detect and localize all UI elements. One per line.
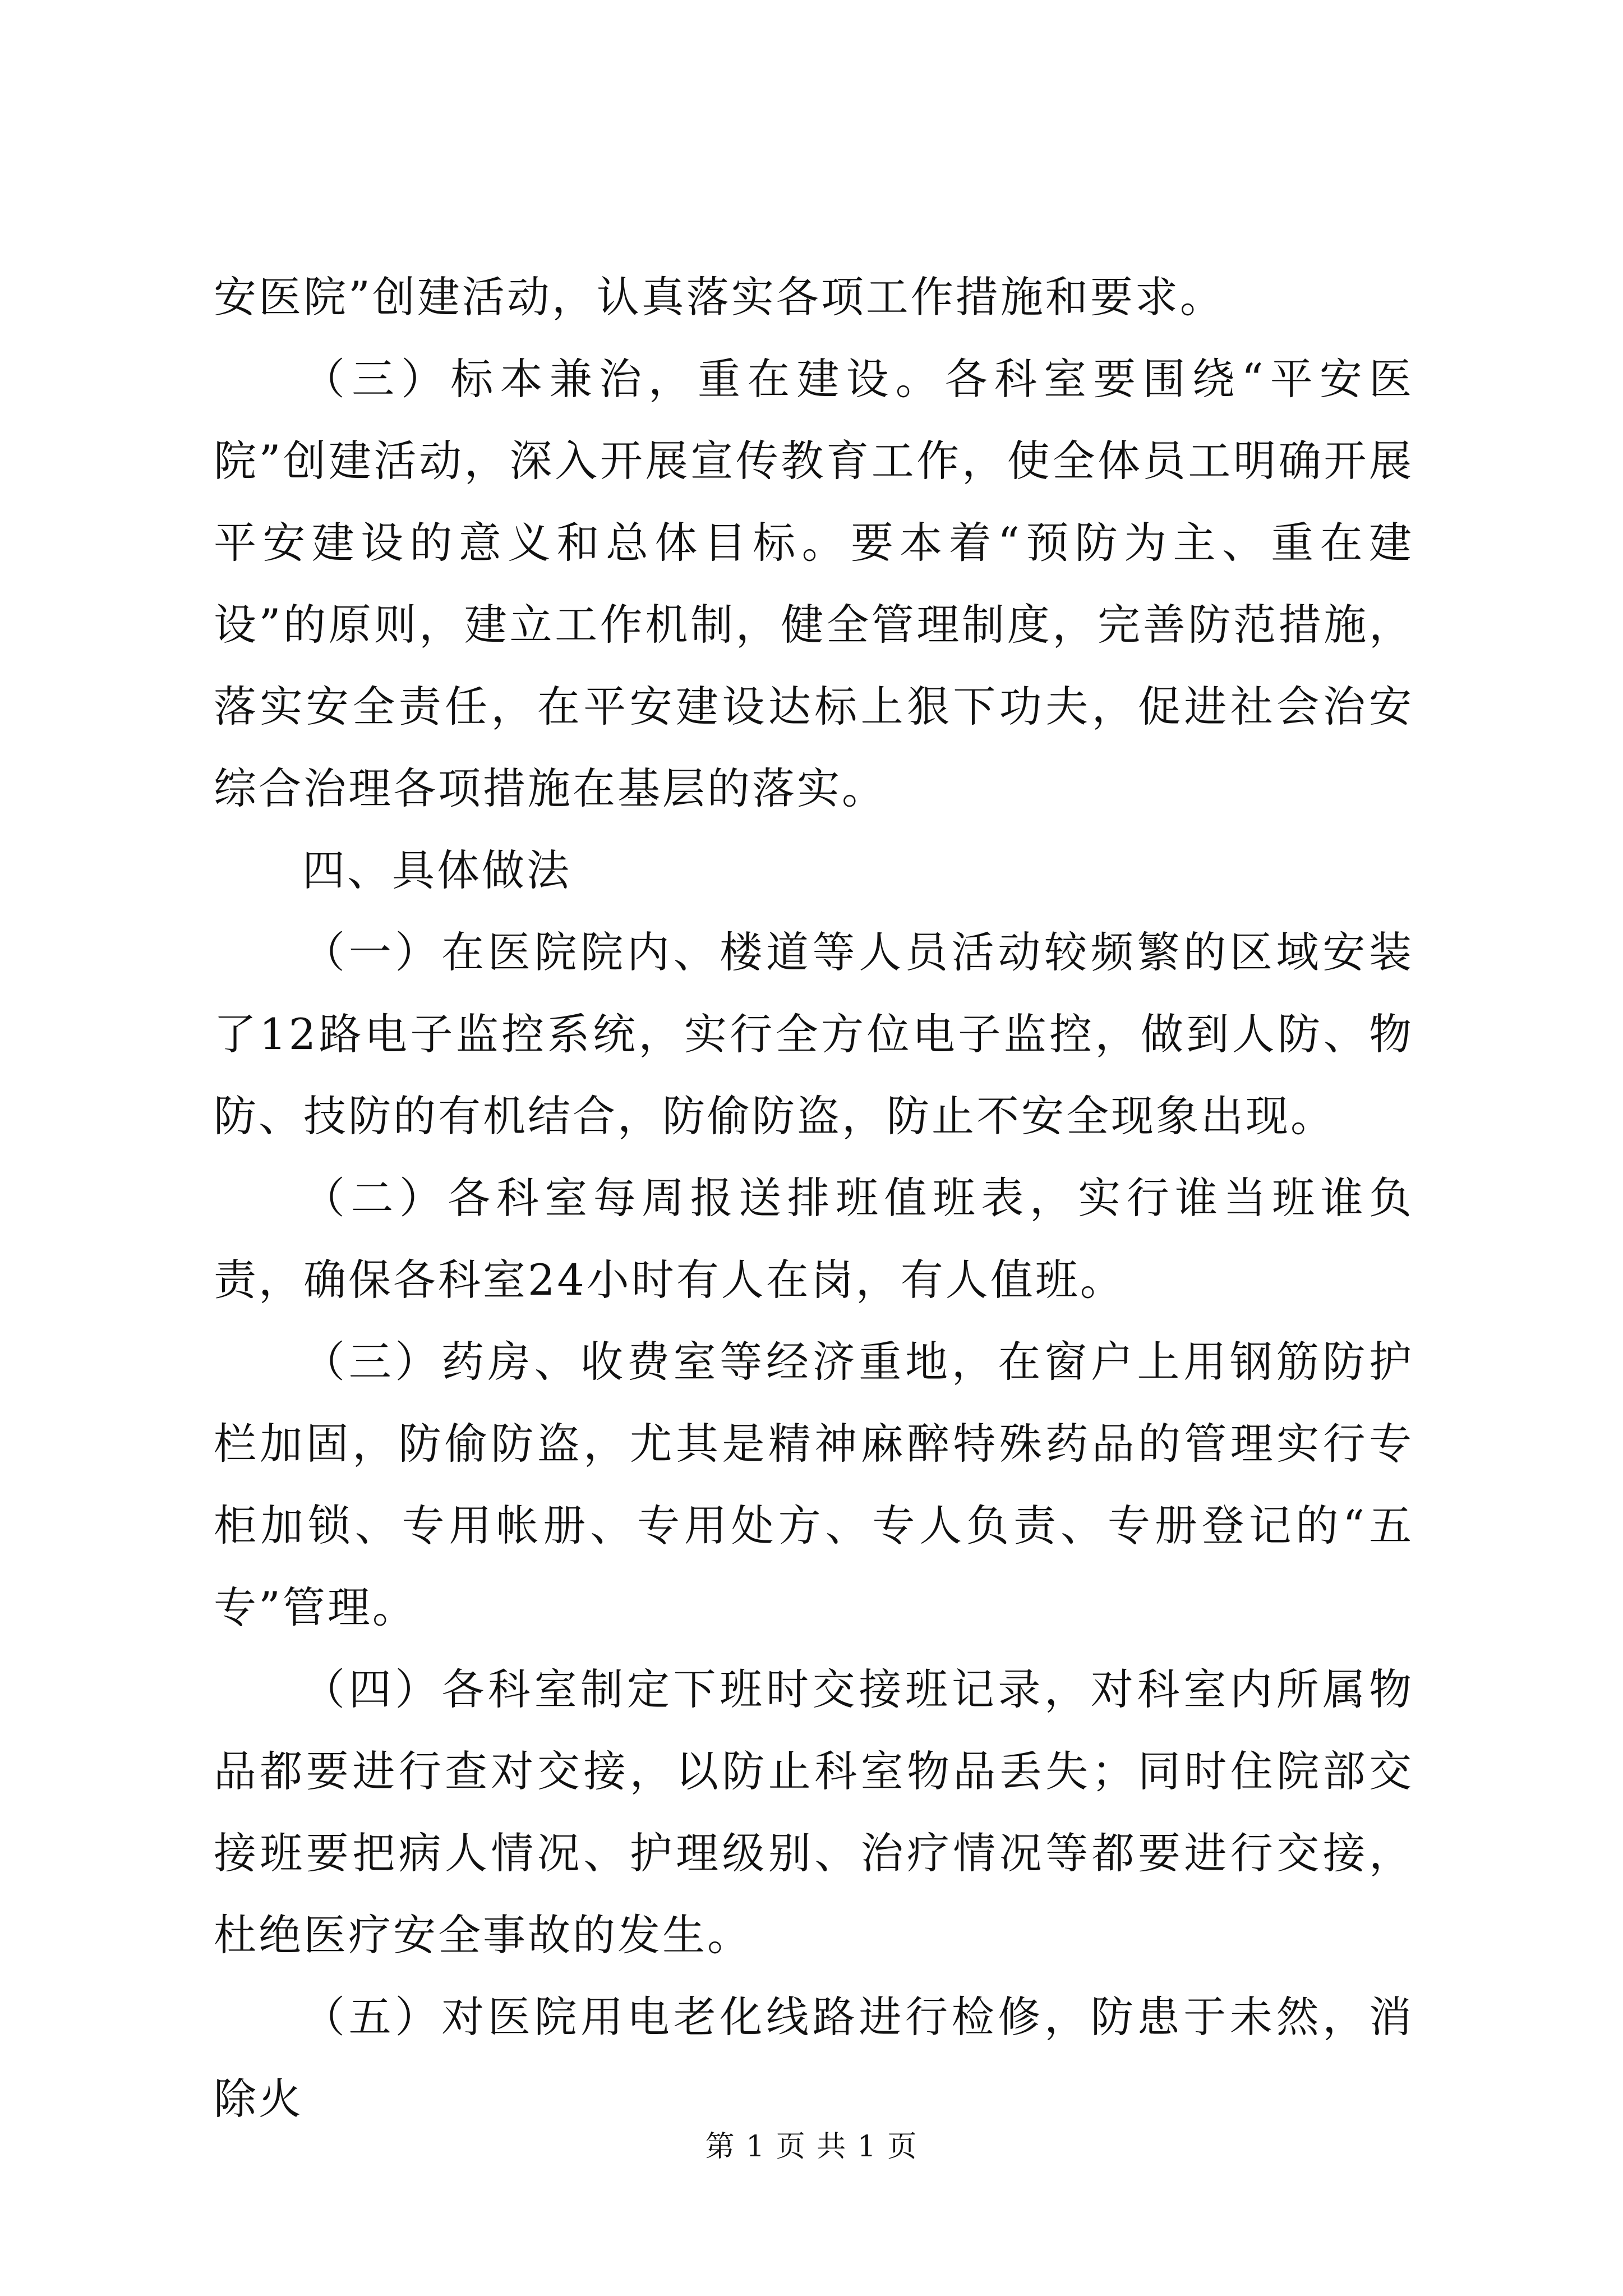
page-footer: 第 1 页 共 1 页 <box>705 2130 918 2164</box>
paragraph-item-two-duty-roster: （二）各科室每周报送排班值班表，实行谁当班谁负责，确保各科室24小时有人在岗，有人值班。 <box>214 1173 1414 1305</box>
section-heading-specific-practices: 四、具体做法 <box>302 845 571 895</box>
paragraph-item-three-standards: （三）标本兼治，重在建设。各科室要围绕“平安医院”创建活动，深入开展宣传教育工作，使全体员工明确开展平安建设的意义和总体目标。要本着“预防为主、重在建设”的原则，建立工作机制，健全管理制度，完善防范措施，落实安全责任，在平安建设达标上狠下功夫，促进社会治安综合治理各项措施在基层的落实。 <box>214 354 1414 813</box>
paragraph-item-one-monitoring: （一）在医院院内、楼道等人员活动较频繁的区域安装了12路电子监控系统，实行全方位电子监控，做到人防、物防、技防的有机结合，防偷防盗，防止不安全现象出现。 <box>214 927 1414 1141</box>
paragraph-item-five-wiring: （五）对医院用电老化线路进行检修，防患于未然，消除火 <box>214 1992 1414 2124</box>
document-body <box>214 256 1414 2140</box>
paragraph-continuation: 安医院”创建活动，认真落实各项工作措施和要求。 <box>214 272 1225 322</box>
paragraph-item-four-handover: （四）各科室制定下班时交接班记录，对科室内所属物品都要进行查对交接，以防止科室物品丢失；同时住院部交接班要把病人情况、护理级别、治疗情况等都要进行交接，杜绝医疗安全事故的发生。 <box>214 1664 1414 1960</box>
paragraph-item-three-pharmacy: （三）药房、收费室等经济重地，在窗户上用钢筋防护栏加固，防偷防盗，尤其是精神麻醉特殊药品的管理实行专柜加锁、专用帐册、专用处方、专人负责、专册登记的“五专”管理。 <box>214 1337 1414 1632</box>
